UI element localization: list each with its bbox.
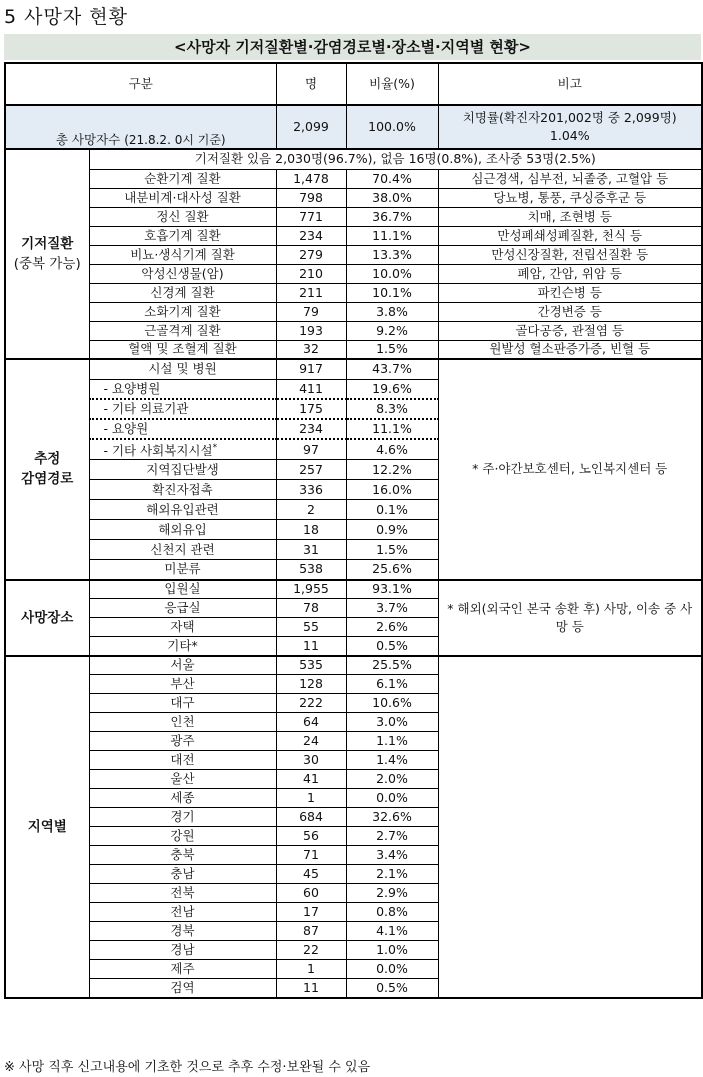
row-name-text: 해외유입관련	[146, 501, 219, 517]
row-ratio: 32.6%	[346, 808, 438, 827]
row-name: 대구	[89, 694, 276, 713]
footer-note: ※ 사망 직후 신고내용에 기초한 것으로 추후 수정·보완될 수 있음	[4, 1060, 371, 1075]
table-row	[5, 340, 702, 359]
row-ratio: 25.6%	[346, 560, 438, 580]
underlying-group-label: 기저질환	[21, 236, 74, 252]
row-ratio: 3.8%	[346, 302, 438, 321]
row-name: 혈액 및 조혈계 질환	[89, 340, 276, 359]
row-count: 32	[276, 340, 346, 359]
row-count: 60	[276, 884, 346, 903]
row-count: 336	[276, 480, 346, 500]
table-row	[5, 321, 702, 340]
row-name: 강원	[89, 827, 276, 846]
row-count: 538	[276, 560, 346, 580]
row-name-text: 지역집단발생	[146, 461, 219, 477]
row-name: 서울	[89, 656, 276, 675]
row-name: 부산	[89, 675, 276, 694]
row-ratio: 36.7%	[346, 207, 438, 226]
table-row	[5, 359, 702, 379]
infection-note: * 주·야간보호센터, 노인복지센터 등	[438, 359, 702, 580]
row-note: 만성신장질환, 전립선질환 등	[438, 245, 702, 264]
row-ratio: 3.7%	[346, 599, 438, 618]
row-name: 응급실	[89, 599, 276, 618]
footnote-mark: *	[212, 443, 218, 453]
row-note: 치매, 조현병 등	[438, 207, 702, 226]
row-name: 광주	[89, 732, 276, 751]
row-name	[89, 480, 276, 500]
row-count: 234	[276, 419, 346, 439]
row-name	[89, 399, 276, 419]
row-name-text: - 기타 의료기관	[103, 401, 189, 416]
row-name: 입원실	[89, 580, 276, 599]
row-count: 11	[276, 979, 346, 998]
table-row	[5, 169, 702, 188]
row-ratio: 93.1%	[346, 580, 438, 599]
row-name: 울산	[89, 770, 276, 789]
header-category: 구분	[5, 63, 276, 105]
row-ratio: 4.1%	[346, 922, 438, 941]
row-ratio: 70.4%	[346, 169, 438, 188]
row-count: 1	[276, 960, 346, 979]
row-name: 내분비계·대사성 질환	[89, 188, 276, 207]
row-count: 45	[276, 865, 346, 884]
row-count: 87	[276, 922, 346, 941]
row-count: 55	[276, 618, 346, 637]
row-name: 기타*	[89, 637, 276, 656]
total-count: 2,099	[276, 105, 346, 149]
row-ratio: 2.6%	[346, 618, 438, 637]
row-count: 211	[276, 283, 346, 302]
row-note: 파킨슨병 등	[438, 283, 702, 302]
row-note: 간경변증 등	[438, 302, 702, 321]
row-count: 78	[276, 599, 346, 618]
row-name-text: - 요양원	[103, 421, 149, 436]
total-label-cell	[5, 105, 276, 149]
row-name: 정신 질환	[89, 207, 276, 226]
row-ratio: 16.0%	[346, 480, 438, 500]
row-count: 31	[276, 540, 346, 560]
row-ratio: 38.0%	[346, 188, 438, 207]
row-ratio: 8.3%	[346, 399, 438, 419]
row-ratio: 0.8%	[346, 903, 438, 922]
row-note: 원발성 혈소판증가증, 빈혈 등	[438, 340, 702, 359]
row-name-text: 해외유입	[158, 521, 207, 537]
total-label-sub: (21.8.2. 0시 기준)	[124, 133, 226, 147]
total-note: 치명률(확진자201,002명 중 2,099명) 1.04%	[438, 105, 702, 149]
row-name: 경북	[89, 922, 276, 941]
row-name: 신경계 질환	[89, 283, 276, 302]
place-note: * 해외(외국인 본국 송환 후) 사망, 이송 중 사망 등	[438, 580, 702, 656]
row-name: 악성신생물(암)	[89, 264, 276, 283]
row-ratio: 25.5%	[346, 656, 438, 675]
row-name	[89, 520, 276, 540]
row-name	[89, 379, 276, 399]
row-ratio: 0.5%	[346, 637, 438, 656]
row-ratio: 1.1%	[346, 732, 438, 751]
row-name-text: - 요양병원	[103, 380, 161, 396]
infection-group-label-2: 감염경로	[21, 471, 74, 488]
row-ratio: 1.5%	[346, 340, 438, 359]
row-ratio: 0.9%	[346, 520, 438, 540]
region-group-label: 지역별	[5, 656, 89, 998]
underlying-summary: 기저질환 있음 2,030명(96.7%), 없음 16명(0.8%), 조사중 53명(2.5%)	[89, 149, 702, 169]
row-note: 당뇨병, 통풍, 쿠싱증후군 등	[438, 188, 702, 207]
row-ratio: 43.7%	[346, 359, 438, 379]
row-count: 64	[276, 713, 346, 732]
row-name: 경기	[89, 808, 276, 827]
underlying-group-sub: (중복 가능)	[13, 256, 81, 272]
row-ratio: 10.1%	[346, 283, 438, 302]
row-ratio: 19.6%	[346, 379, 438, 399]
table-title-banner: <사망자 기저질환별·감염경로별·장소별·지역별 현황>	[4, 34, 701, 60]
row-ratio: 1.5%	[346, 540, 438, 560]
total-ratio: 100.0%	[346, 105, 438, 149]
table-row	[5, 580, 702, 599]
row-name	[89, 419, 276, 439]
row-ratio: 9.2%	[346, 321, 438, 340]
row-count: 193	[276, 321, 346, 340]
row-count: 210	[276, 264, 346, 283]
row-name-text: 신천지 관련	[150, 541, 215, 557]
row-name: 충북	[89, 846, 276, 865]
row-count: 1	[276, 789, 346, 808]
row-name	[89, 560, 276, 580]
row-name: 전남	[89, 903, 276, 922]
row-name: 대전	[89, 751, 276, 770]
row-ratio: 11.1%	[346, 226, 438, 245]
row-name	[89, 540, 276, 560]
row-count: 128	[276, 675, 346, 694]
row-count: 97	[276, 439, 346, 460]
row-count: 411	[276, 379, 346, 399]
row-name: 전북	[89, 884, 276, 903]
row-name: 충남	[89, 865, 276, 884]
row-count: 234	[276, 226, 346, 245]
table-row	[5, 207, 702, 226]
row-note: 폐암, 간암, 위암 등	[438, 264, 702, 283]
row-name: 소화기계 질환	[89, 302, 276, 321]
table-row	[5, 226, 702, 245]
header-ratio: 비율(%)	[346, 63, 438, 105]
header-count: 명	[276, 63, 346, 105]
row-count: 2	[276, 500, 346, 520]
row-ratio: 10.0%	[346, 264, 438, 283]
infection-group-label-1: 추정	[34, 451, 61, 468]
row-name: 순환기계 질환	[89, 169, 276, 188]
row-ratio: 6.1%	[346, 675, 438, 694]
row-count: 18	[276, 520, 346, 540]
place-group-label: 사망장소	[5, 580, 89, 656]
row-count: 279	[276, 245, 346, 264]
row-name	[89, 359, 276, 379]
row-name	[89, 460, 276, 480]
death-status-table	[4, 62, 703, 999]
row-name	[89, 439, 276, 460]
row-name-text: 미분류	[164, 561, 201, 577]
row-count: 257	[276, 460, 346, 480]
table-row	[5, 245, 702, 264]
row-count: 222	[276, 694, 346, 713]
row-ratio: 3.4%	[346, 846, 438, 865]
row-ratio: 4.6%	[346, 439, 438, 460]
row-count: 771	[276, 207, 346, 226]
underlying-summary-row	[5, 149, 702, 169]
row-count: 22	[276, 941, 346, 960]
row-count: 1,478	[276, 169, 346, 188]
row-note: 심근경색, 심부전, 뇌졸중, 고혈압 등	[438, 169, 702, 188]
row-ratio: 13.3%	[346, 245, 438, 264]
row-name-text: 확진자접촉	[152, 481, 213, 497]
region-note-empty	[438, 656, 702, 998]
section-title: 5 사망자 현황	[4, 6, 128, 28]
row-note: 만성폐쇄성폐질환, 천식 등	[438, 226, 702, 245]
row-ratio: 11.1%	[346, 419, 438, 439]
row-count: 175	[276, 399, 346, 419]
row-ratio: 3.0%	[346, 713, 438, 732]
row-count: 41	[276, 770, 346, 789]
row-ratio: 0.1%	[346, 500, 438, 520]
row-count: 917	[276, 359, 346, 379]
row-name: 검역	[89, 979, 276, 998]
row-count: 684	[276, 808, 346, 827]
table-row	[5, 264, 702, 283]
row-count: 56	[276, 827, 346, 846]
underlying-group-cell	[5, 149, 89, 359]
row-name: 제주	[89, 960, 276, 979]
row-name: 비뇨·생식기계 질환	[89, 245, 276, 264]
row-count: 535	[276, 656, 346, 675]
total-label: 총 사망자수	[55, 132, 121, 147]
row-name: 세종	[89, 789, 276, 808]
row-ratio: 1.0%	[346, 941, 438, 960]
row-count: 17	[276, 903, 346, 922]
row-ratio: 2.7%	[346, 827, 438, 846]
row-ratio: 12.2%	[346, 460, 438, 480]
row-ratio: 0.0%	[346, 789, 438, 808]
row-name: 경남	[89, 941, 276, 960]
total-row	[5, 105, 702, 149]
row-count: 798	[276, 188, 346, 207]
row-count: 71	[276, 846, 346, 865]
header-note: 비고	[438, 63, 702, 105]
row-name	[89, 500, 276, 520]
row-note: 골다공증, 관절염 등	[438, 321, 702, 340]
table-row	[5, 283, 702, 302]
table-row	[5, 656, 702, 675]
row-count: 24	[276, 732, 346, 751]
row-name-text: 시설 및 병원	[148, 361, 217, 377]
header-row	[5, 63, 702, 105]
row-ratio: 0.0%	[346, 960, 438, 979]
row-ratio: 2.9%	[346, 884, 438, 903]
row-ratio: 2.1%	[346, 865, 438, 884]
row-name: 호흡기계 질환	[89, 226, 276, 245]
row-count: 30	[276, 751, 346, 770]
row-name: 근골격계 질환	[89, 321, 276, 340]
row-ratio: 2.0%	[346, 770, 438, 789]
row-count: 1,955	[276, 580, 346, 599]
table-row	[5, 188, 702, 207]
table-row	[5, 302, 702, 321]
row-count: 11	[276, 637, 346, 656]
row-ratio: 10.6%	[346, 694, 438, 713]
row-ratio: 1.4%	[346, 751, 438, 770]
row-count: 79	[276, 302, 346, 321]
row-name: 자택	[89, 618, 276, 637]
row-name-text: - 기타 사회복지시설	[103, 443, 213, 459]
row-name: 인천	[89, 713, 276, 732]
infection-group-cell	[5, 359, 89, 580]
row-ratio: 0.5%	[346, 979, 438, 998]
